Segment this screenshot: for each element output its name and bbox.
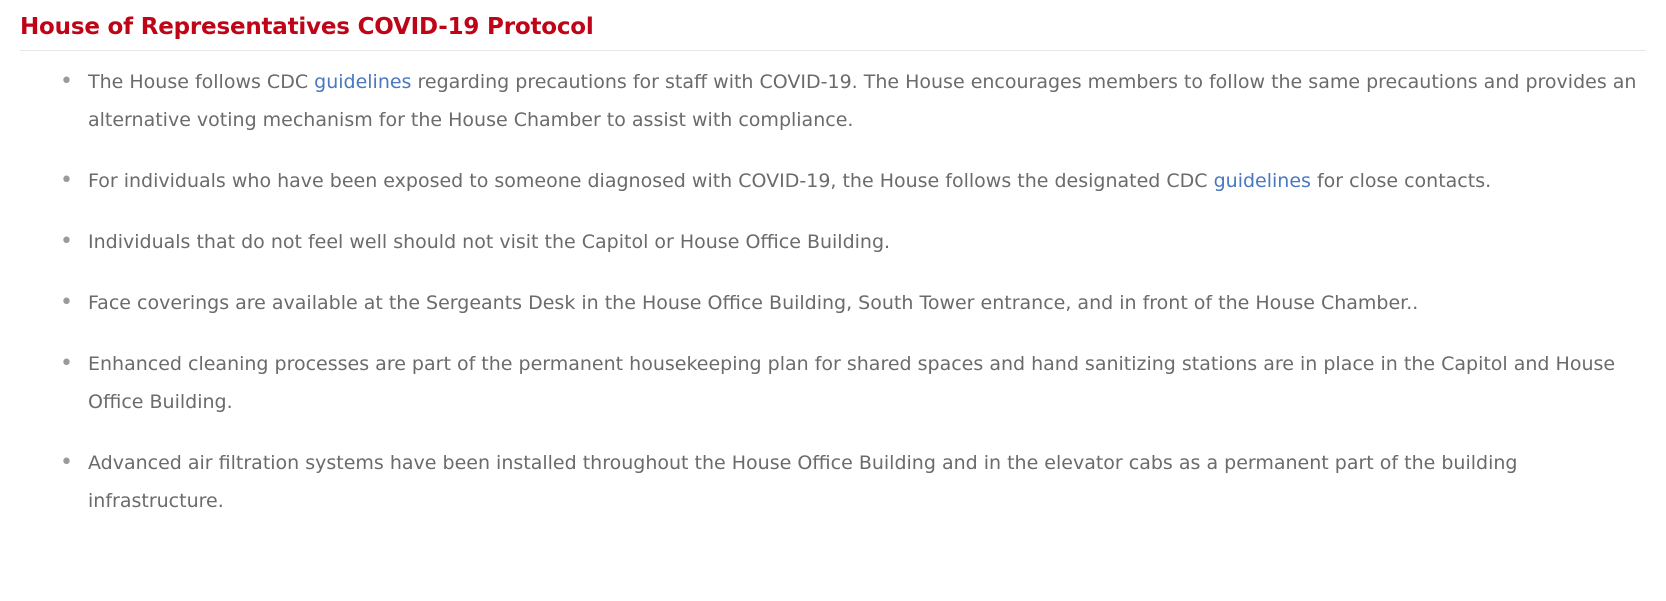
list-item <box>60 223 1646 261</box>
cdc-guidelines-link[interactable]: guidelines <box>1213 170 1311 192</box>
bullet-text-lead: Individuals that do not feel well should not visit the Capitol or House Office Building. <box>88 231 891 253</box>
list-item <box>60 284 1646 322</box>
bullet-text-lead: Face coverings are available at the Sergeants Desk in the House Office Building, South Tower entrance, and in front of the House Chamber.. <box>88 292 1419 314</box>
list-item <box>60 345 1646 421</box>
bullet-text-lead: Advanced air filtration systems have been installed throughout the House Office Building and in the elevator cabs as a permanent part of the building infrastructure. <box>88 452 1518 512</box>
bullet-text-tail: for close contacts. <box>1310 170 1492 192</box>
list-item <box>60 162 1646 200</box>
cdc-guidelines-link[interactable]: guidelines <box>314 71 412 93</box>
bullet-text-tail: regarding precautions for staff with COVID-19. The House encourages members to follow the same precautions and provides an alternative voting mechanism for the House Chamber to assist with compliance. <box>88 71 1637 131</box>
protocol-bullet-list <box>20 63 1646 520</box>
page-title: House of Representatives COVID-19 Protocol <box>20 14 1646 51</box>
bullet-text-lead: The House follows CDC <box>88 71 315 93</box>
bullet-text-lead: Enhanced cleaning processes are part of the permanent housekeeping plan for shared spaces and hand sanitizing stations are in place in the Capitol and House Office Building. <box>88 353 1616 413</box>
list-item <box>60 63 1646 139</box>
bullet-text-lead: For individuals who have been exposed to someone diagnosed with COVID-19, the House follows the designated CDC <box>88 170 1214 192</box>
list-item <box>60 444 1646 520</box>
